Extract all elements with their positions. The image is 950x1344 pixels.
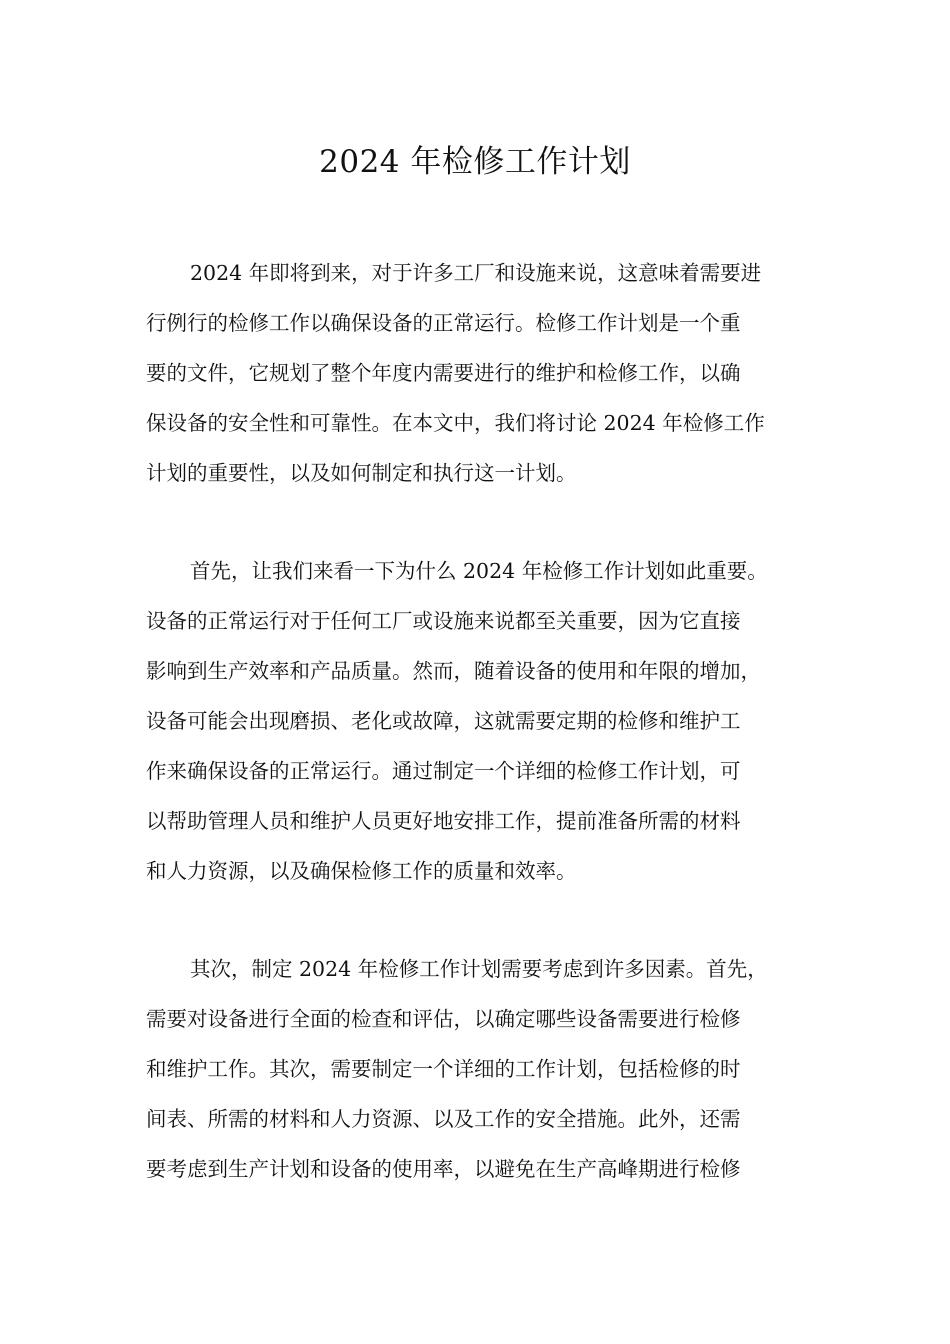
- paragraph-line: 设备可能会出现磨损、老化或故障，这就需要定期的检修和维护工: [146, 709, 741, 733]
- paragraph-line: 影响到生产效率和产品质量。然而，随着设备的使用和年限的增加，: [146, 659, 761, 683]
- paragraph-1: [146, 248, 826, 498]
- document-title: 2024 年检修工作计划: [319, 144, 631, 180]
- paragraph-line: 2024 年即将到来，对于许多工厂和设施来说，这意味着需要进: [190, 261, 762, 285]
- paragraph-line: 计划的重要性，以及如何制定和执行这一计划。: [146, 461, 577, 485]
- paragraph-line: 设备的正常运行对于任何工厂或设施来说都至关重要，因为它直接: [146, 609, 741, 633]
- paragraph-line: 行例行的检修工作以确保设备的正常运行。检修工作计划是一个重: [146, 311, 741, 335]
- paragraph-line: 和维护工作。其次，需要制定一个详细的工作计划，包括检修的时: [146, 1057, 741, 1081]
- paragraph-line: 需要对设备进行全面的检查和评估，以确定哪些设备需要进行检修: [146, 1007, 741, 1031]
- paragraph-line: 要的文件，它规划了整个年度内需要进行的维护和检修工作，以确: [146, 361, 741, 385]
- paragraph-2: [146, 546, 826, 896]
- paragraph-line: 以帮助管理人员和维护人员更好地安排工作，提前准备所需的材料: [146, 809, 741, 833]
- paragraph-line: 和人力资源，以及确保检修工作的质量和效率。: [146, 859, 577, 883]
- paragraph-line: 其次，制定 2024 年检修工作计划需要考虑到许多因素。首先，: [190, 957, 768, 981]
- paragraph-line: 要考虑到生产计划和设备的使用率，以避免在生产高峰期进行检修: [146, 1157, 741, 1181]
- paragraph-line: 作来确保设备的正常运行。通过制定一个详细的检修工作计划，可: [146, 759, 741, 783]
- paragraph-line: 间表、所需的材料和人力资源、以及工作的安全措施。此外，还需: [146, 1107, 741, 1131]
- paragraph-3: [146, 944, 826, 1194]
- paragraph-line: 首先，让我们来看一下为什么 2024 年检修工作计划如此重要。: [190, 559, 768, 583]
- paragraph-line: 保设备的安全性和可靠性。在本文中，我们将讨论 2024 年检修工作: [146, 411, 765, 435]
